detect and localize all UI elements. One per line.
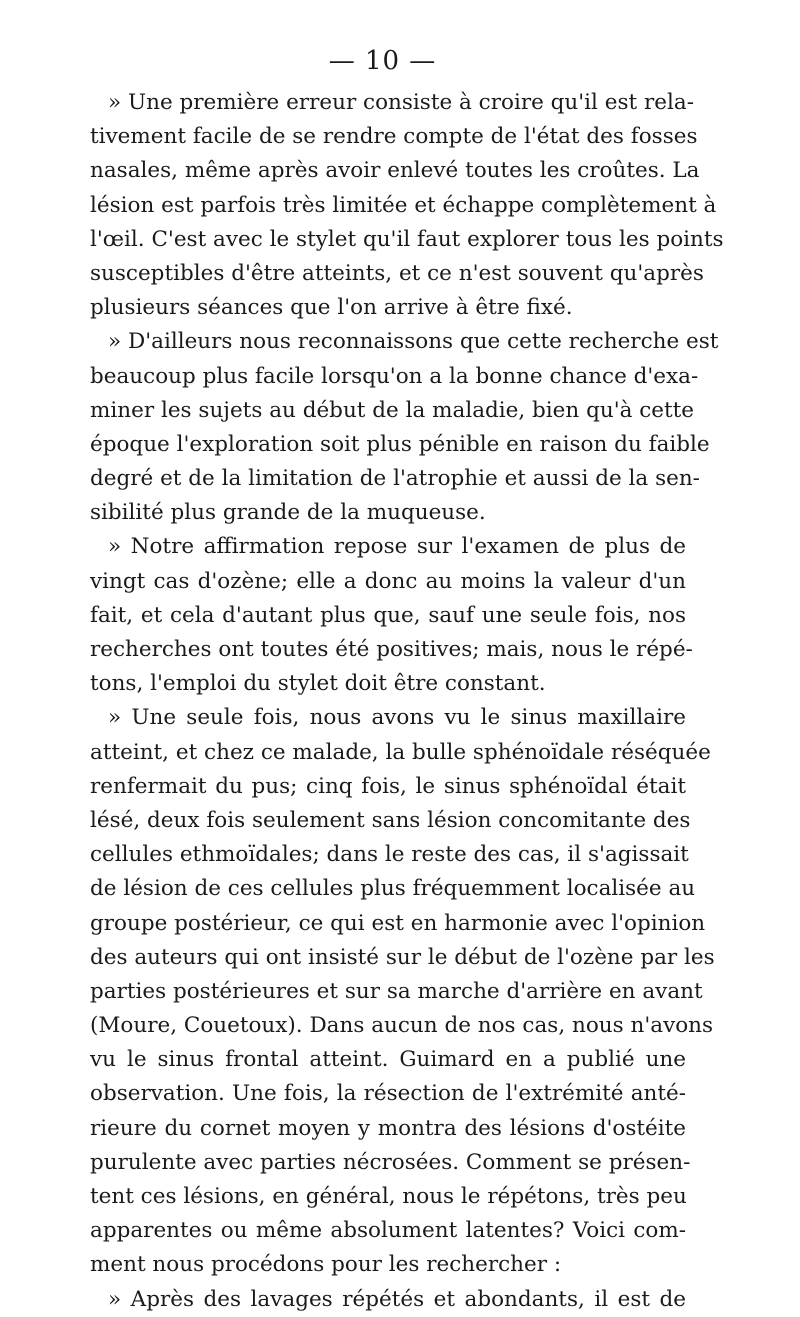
text-line: tons, l'emploi du stylet doit être constant.	[90, 671, 546, 697]
text-line: renfermait du pus; cinq fois, le sinus sphénoïdal était	[90, 773, 686, 799]
text-line: époque l'exploration soit plus pénible en raison du faible	[90, 431, 710, 457]
text-line: tent ces lésions, en général, nous le répétons, très peu	[90, 1184, 687, 1209]
text-line: fait, et cela d'autant plus que, sauf une seule fois, nos	[90, 602, 686, 628]
text-line: purulente avec parties nécrosées. Comment se présen-	[90, 1149, 691, 1175]
text-line: des auteurs qui ont insisté sur le début de l'ozène par les	[90, 944, 715, 970]
text-line: atteint, et chez ce malade, la bulle sphénoïdale réséquée	[90, 739, 711, 765]
page-number: — 10 —	[328, 46, 437, 76]
text-line: observation. Une fois, la résection de l'extrémité anté-	[90, 1081, 686, 1107]
text-line: » D'ailleurs nous reconnaissons que cette recherche est	[108, 329, 719, 355]
text-line: rieure du cornet moyen y montra des lésions d'ostéite	[90, 1115, 686, 1141]
text-line: vu le sinus frontal atteint. Guimard en a publié une	[90, 1047, 686, 1073]
text-line: lésé, deux fois seulement sans lésion concomitante des	[90, 807, 691, 833]
text-line: de lésion de ces cellules plus fréquemment localisée au	[90, 876, 696, 902]
text-line: sibilité plus grande de la muqueuse.	[90, 500, 486, 526]
text-line: parties postérieures et sur sa marche d'arrière en avant	[90, 978, 703, 1004]
text-line: vingt cas d'ozène; elle a donc au moins la valeur d'un	[90, 568, 686, 594]
text-line: cellules ethmoïdales; dans le reste des cas, il s'agissait	[90, 842, 689, 868]
text-line: recherches ont toutes été positives; mais, nous le répé-	[90, 637, 693, 662]
text-line: beaucoup plus facile lorsqu'on a la bonne chance d'exa-	[90, 363, 699, 389]
text-line: degré et de la limitation de l'atrophie et aussi de la sen-	[90, 466, 700, 492]
text-line: groupe postérieur, ce qui est en harmonie avec l'opinion	[90, 910, 706, 936]
text-line: » Une seule fois, nous avons vu le sinus maxillaire	[108, 705, 686, 731]
text-line: ment nous procédons pour les rechercher :	[90, 1252, 562, 1278]
text-line: miner les sujets au début de la maladie, bien qu'à cette	[90, 397, 695, 423]
body-text	[90, 86, 724, 1317]
text-line: (Moure, Couetoux). Dans aucun de nos cas, nous n'avons	[90, 1013, 714, 1039]
text-line: l'œil. C'est avec le stylet qu'il faut explorer tous les points	[90, 226, 724, 252]
text-line: apparentes ou même absolument latentes? Voici com-	[90, 1218, 686, 1244]
text-line: plusieurs séances que l'on arrive à être fixé.	[90, 295, 573, 321]
text-line: nasales, même après avoir enlevé toutes les croûtes. La	[90, 158, 700, 184]
text-line: lésion est parfois très limitée et échappe complètement à	[90, 192, 717, 218]
text-line: tivement facile de se rendre compte de l'état des fosses	[90, 124, 698, 150]
text-line: » Après des lavages répétés et abondants, il est de	[108, 1286, 686, 1312]
text-line: » Une première erreur consiste à croire qu'il est rela-	[108, 90, 694, 115]
text-line: susceptibles d'être atteints, et ce n'est souvent qu'après	[90, 260, 704, 286]
text-line: » Notre affirmation repose sur l'examen de plus de	[108, 534, 686, 560]
